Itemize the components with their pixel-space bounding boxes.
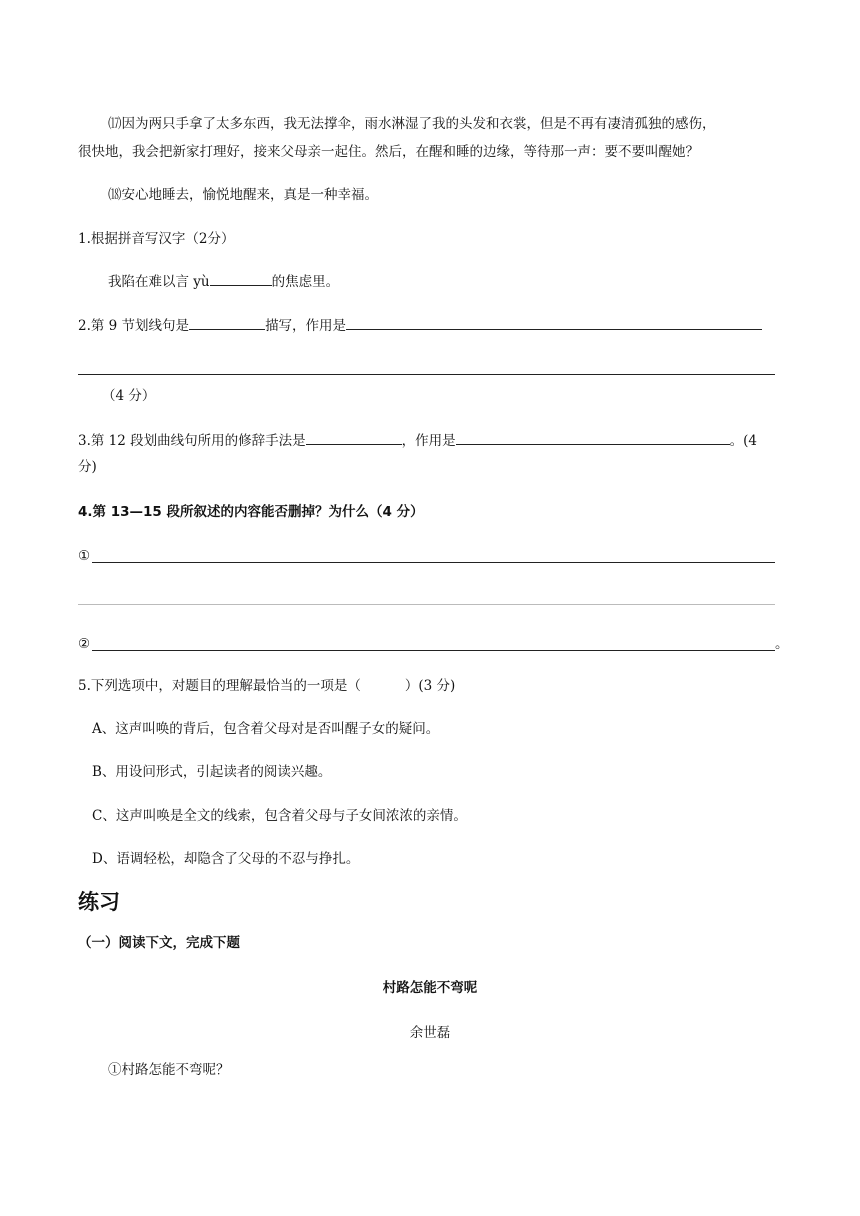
- q2-answer-blank-2[interactable]: [346, 315, 762, 330]
- q3-answer-blank-2[interactable]: [456, 430, 730, 445]
- q4-marker-1: ①: [78, 548, 91, 564]
- q2-text-a: 2.第 9 节划线句是: [78, 318, 190, 334]
- q1-text-after: 的焦虑里。: [271, 274, 340, 290]
- q2-line: [78, 315, 762, 336]
- passage-p17-line1: ⒄因为两只手拿了太多东西，我无法撑伞，雨水淋湿了我的头发和衣裳，但是不再有凄清孤独的感伤，: [108, 116, 716, 132]
- q1-text-before: 我陷在难以言 yù: [108, 274, 210, 290]
- article-title: 村路怎能不弯呢: [382, 980, 478, 996]
- q3-text-a: 3.第 12 段划曲线句所用的修辞手法是: [78, 433, 306, 449]
- q3-text-c: 。(4: [729, 433, 758, 449]
- q5-title-line: [78, 676, 455, 696]
- q5-option-c: C、这声叫唤是全文的线索，包含着父母与子女间浓浓的亲情。: [92, 808, 467, 824]
- exercise-section: （一）阅读下文，完成下题: [78, 935, 240, 951]
- q5-option-a: A、这声叫唤的背后，包含着父母对是否叫醒子女的疑问。: [92, 721, 440, 737]
- q1-line: [108, 271, 339, 292]
- q2-answer-line[interactable]: [78, 374, 775, 375]
- passage-p17-line2: 很快地，我会把新家打理好，接来父母亲一起住。然后，在醒和睡的边缘，等待那一声：要不要叫醒她？: [78, 144, 699, 160]
- q4-marker-2: ②: [78, 636, 91, 652]
- q4-end-mark: 。: [775, 636, 789, 652]
- q4-answer-line-1[interactable]: [92, 562, 775, 563]
- q3-text-b: ，作用是: [401, 433, 456, 449]
- q4-answer-line-extra[interactable]: [78, 604, 775, 605]
- q2-text-b: 描写，作用是: [265, 318, 347, 334]
- q5-title: 5.下列选项中，对题目的理解最恰当的一项是（: [78, 678, 361, 694]
- q5-title-end: ）(3 分): [404, 678, 456, 694]
- q1-answer-blank[interactable]: [210, 271, 272, 286]
- exercise-heading: 练习: [78, 890, 120, 914]
- q5-option-d: D、语调轻松，却隐含了父母的不忍与挣扎。: [92, 851, 360, 867]
- q2-answer-blank-1[interactable]: [189, 315, 265, 330]
- q3-answer-blank-1[interactable]: [306, 430, 402, 445]
- q4-title: 4.第 13—15 段所叙述的内容能否删掉？为什么（4 分）: [78, 504, 424, 520]
- q5-option-b: B、用设问形式，引起读者的阅读兴趣。: [92, 764, 332, 780]
- q3-line: [78, 430, 757, 451]
- q2-points: （4 分）: [102, 388, 156, 404]
- article-author: 余世磊: [409, 1025, 451, 1041]
- passage-p18: ⒅安心地睡去，愉悦地醒来，真是一种幸福。: [108, 187, 378, 203]
- q1-title: 1.根据拼音写汉字（2分）: [78, 231, 235, 247]
- q4-answer-line-2[interactable]: [92, 650, 775, 651]
- q3-text-d: 分): [78, 459, 97, 475]
- article-first-para: ①村路怎能不弯呢？: [108, 1062, 230, 1078]
